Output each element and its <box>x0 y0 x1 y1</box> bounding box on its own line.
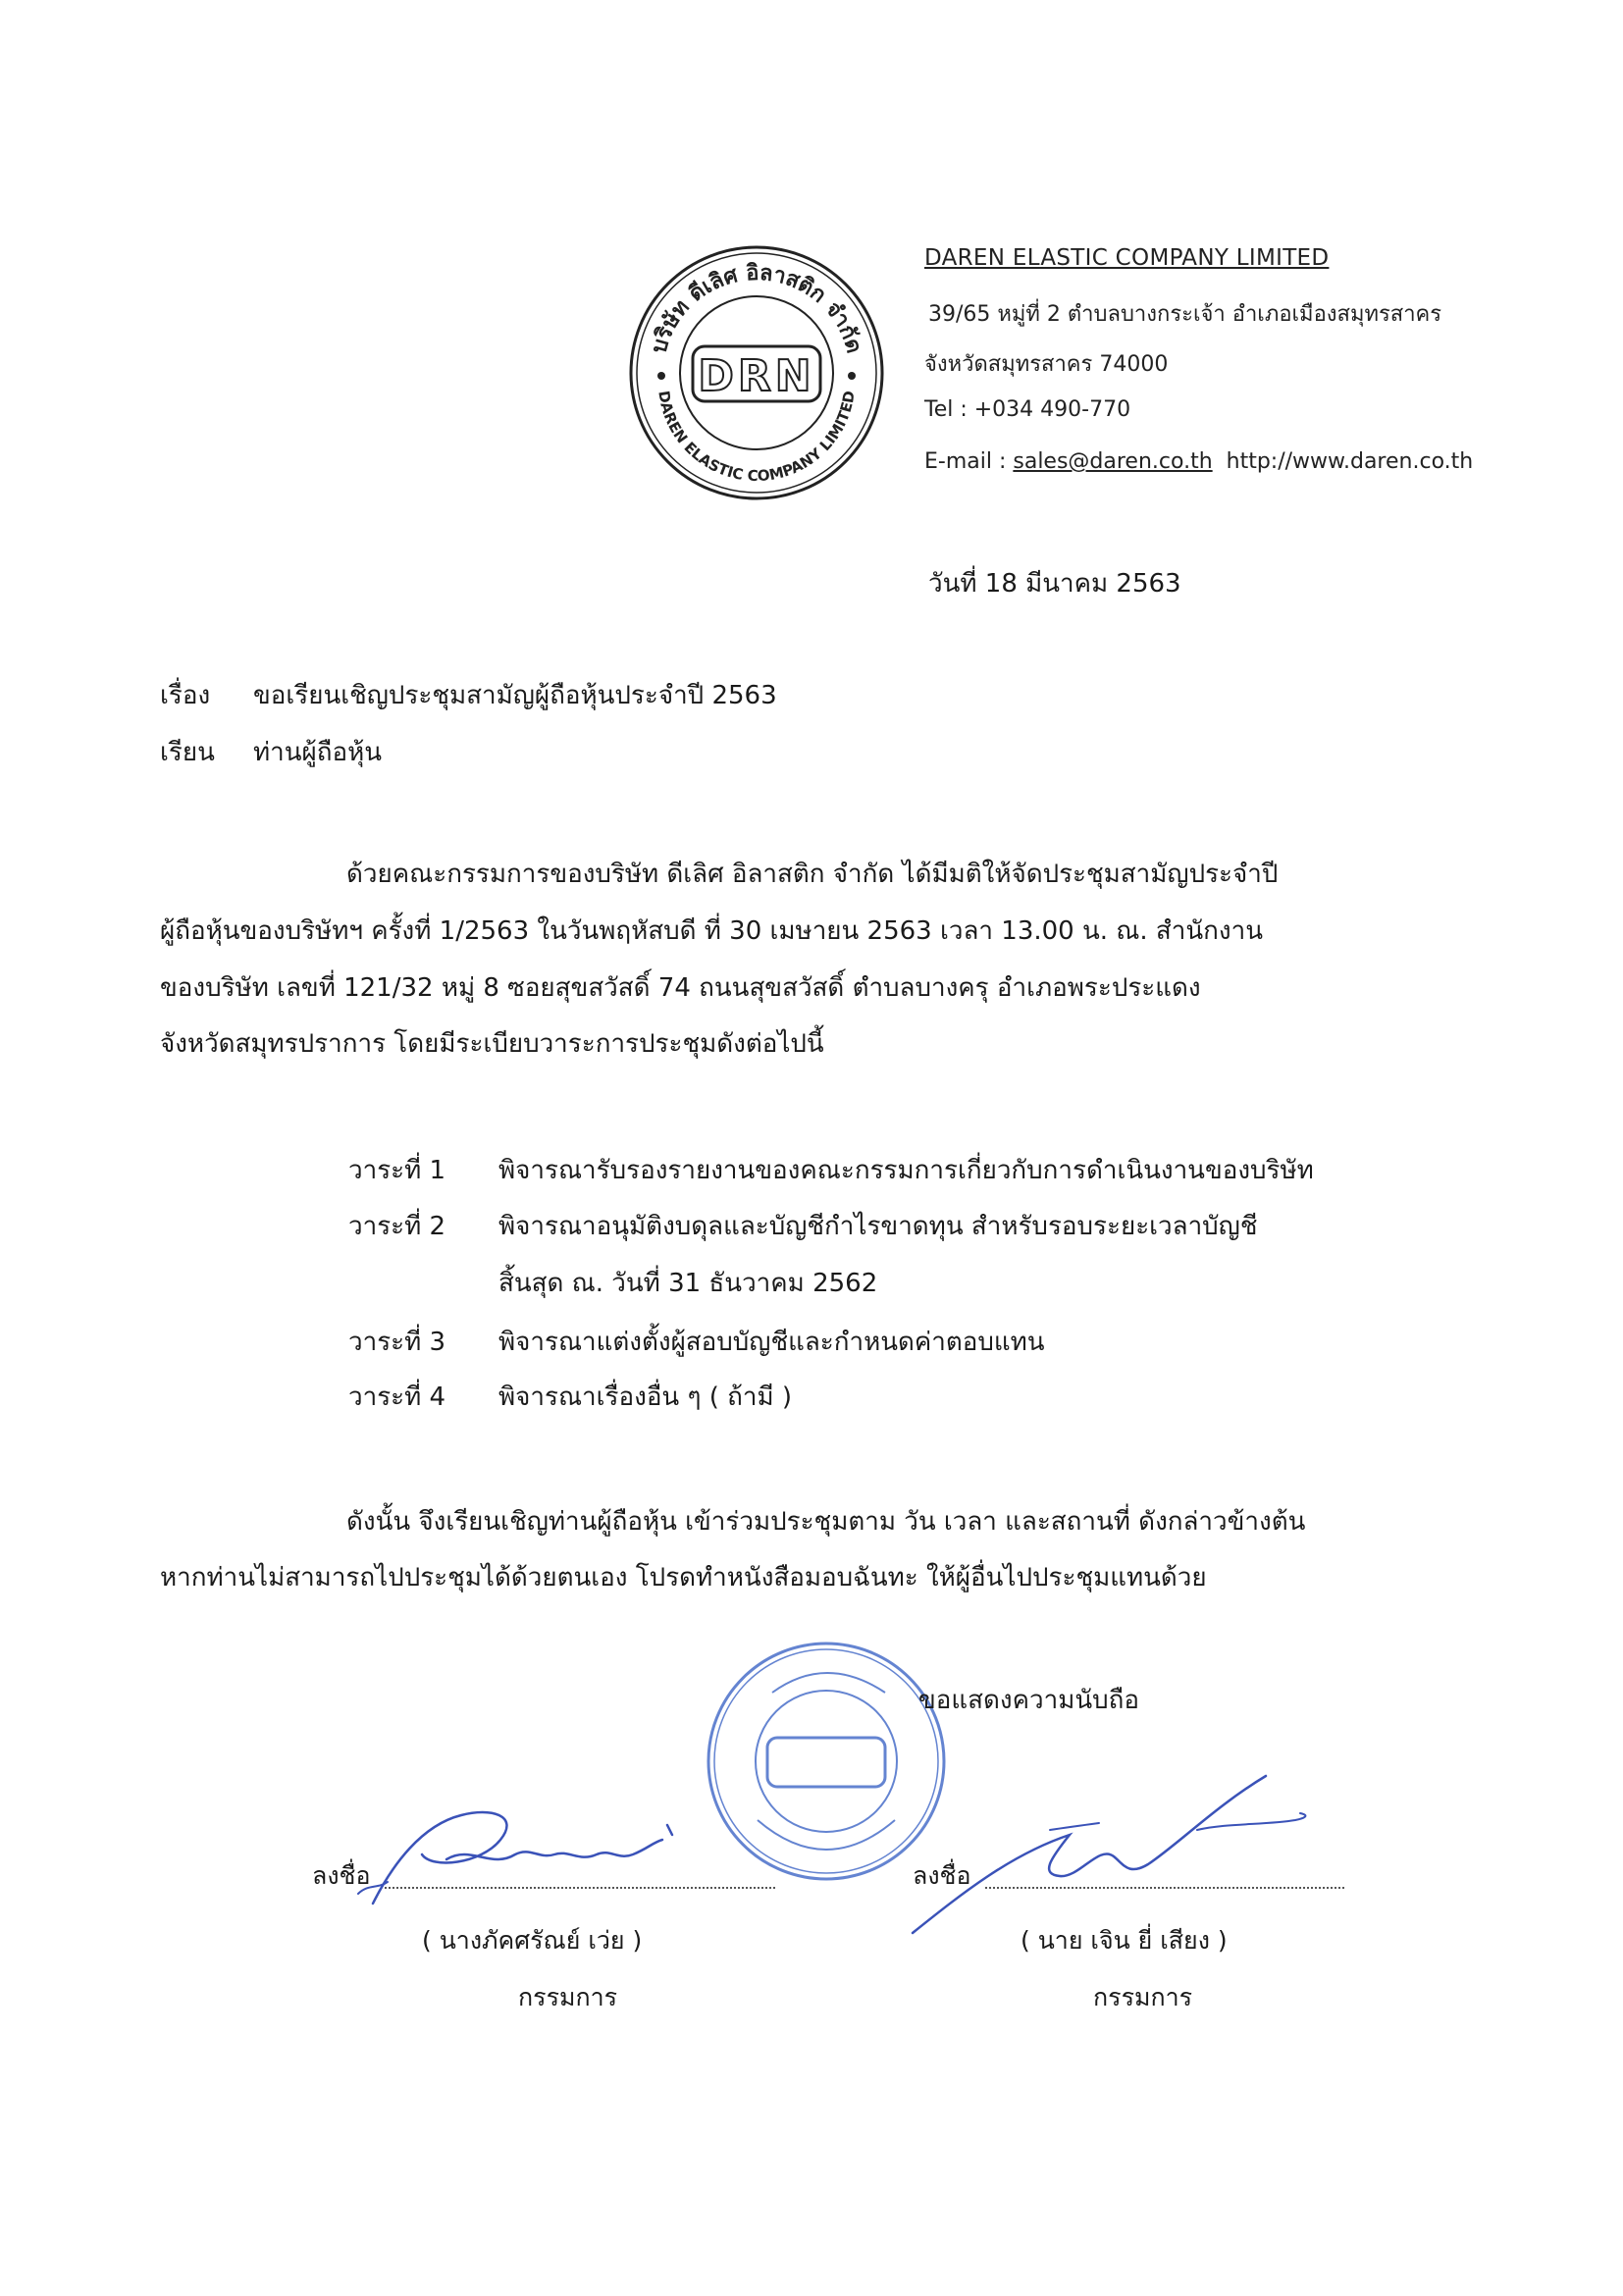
address-line-1: 39/65 หมู่ที่ 2 ตำบลบางกระเจ้า อำเภอเมืองสมุทรสาคร <box>928 302 1442 327</box>
intro-line: ด้วยคณะกรรมการของบริษัท ดีเลิศ อิลาสติก จำกัด ได้มีมติให้จัดประชุมสามัญประจำปี <box>346 860 1279 889</box>
company-name: DAREN ELASTIC COMPANY LIMITED <box>924 245 1330 271</box>
agenda-text-2: พิจารณาอนุมัติงบดุลและบัญชีกำไรขาดทุน สำหรับรอบระยะเวลาบัญชี <box>498 1212 1258 1241</box>
recipient-text: ท่านผู้ถือหุ้น <box>253 738 383 767</box>
intro-line: ผู้ถือหุ้นของบริษัทฯ ครั้งที่ 1/2563 ในวันพฤหัสบดี ที่ 30 เมษายน 2563 เวลา 13.00 น. ณ. สำนักงาน <box>160 916 1263 946</box>
subject-label: เรื่อง <box>160 681 211 710</box>
signer-name-2: ( นาย เจิน ยี่ เสียง ) <box>1021 1926 1228 1955</box>
closing-line: หากท่านไม่สามารถไปประชุมได้ด้วยตนเอง โปรดทำหนังสือมอบฉันทะ ให้ผู้อื่นไปประชุมแทนด้วย <box>160 1563 1207 1592</box>
contact-line <box>924 449 1473 474</box>
agenda-text-4: พิจารณาเรื่องอื่น ๆ ( ถ้ามี ) <box>498 1383 792 1412</box>
agenda-label-1: วาระที่ 1 <box>348 1156 446 1185</box>
signer-name-1: ( นางภัคศรัณย์ เว่ย ) <box>422 1926 643 1955</box>
signer-title-2: กรรมการ <box>1093 1983 1193 2011</box>
subject-text: ขอเรียนเชิญประชุมสามัญผู้ถือหุ้นประจำปี 2563 <box>253 681 777 710</box>
agenda-label-2: วาระที่ 2 <box>348 1212 446 1241</box>
website-link[interactable]: http://www.daren.co.th <box>1226 449 1474 474</box>
svg-text:DAREN ELASTIC COMPANY LIMITED <box>654 390 858 485</box>
agenda-text-1: พิจารณารับรองรายงานของคณะกรรมการเกี่ยวกับการดำเนินงานของบริษัท <box>498 1156 1314 1185</box>
telephone: Tel : +034 490-770 <box>924 397 1131 422</box>
signature-2 <box>903 1766 1335 1943</box>
agenda-label-4: วาระที่ 4 <box>348 1383 446 1412</box>
seal-ring-bottom-text: DAREN ELASTIC COMPANY LIMITED <box>654 389 859 486</box>
address-line-2: จังหวัดสมุทรสาคร 74000 <box>924 352 1169 377</box>
intro-line: ของบริษัท เลขที่ 121/32 หมู่ 8 ซอยสุขสวัสดิ์ 74 ถนนสุขสวัสดิ์ ตำบลบางครุ อำเภอพระประแดง <box>160 973 1201 1003</box>
recipient-label: เรียน <box>160 738 215 767</box>
signature-1 <box>353 1786 707 1913</box>
agenda-label-3: วาระที่ 3 <box>348 1328 446 1357</box>
sign-label-1: ลงชื่อ <box>312 1861 371 1890</box>
email-link[interactable]: sales@daren.co.th <box>1013 449 1213 474</box>
seal-logo-text: DRN <box>698 351 815 401</box>
agenda-text-2-cont: สิ้นสุด ณ. วันที่ 31 ธันวาคม 2562 <box>498 1269 878 1298</box>
regards: ขอแสดงความนับถือ <box>918 1686 1139 1715</box>
sign-label-2: ลงชื่อ <box>913 1861 971 1890</box>
letter-date: วันที่ 18 มีนาคม 2563 <box>928 569 1181 599</box>
intro-line: จังหวัดสมุทรปราการ โดยมีระเบียบวาระการประชุมดังต่อไปนี้ <box>160 1029 824 1059</box>
signer-title-1: กรรมการ <box>518 1983 618 2011</box>
email-label: E-mail : <box>924 449 1014 474</box>
agenda-text-3: พิจารณาแต่งตั้งผู้สอบบัญชีและกำหนดค่าตอบแทน <box>498 1328 1045 1357</box>
closing-line: ดังนั้น จึงเรียนเชิญท่านผู้ถือหุ้น เข้าร่วมประชุมตาม วัน เวลา และสถานที่ ดังกล่าวข้างต้น <box>346 1507 1306 1537</box>
seal-ring-top-text: บริษัท ดีเลิศ อิลาสติก จำกัด <box>647 260 866 356</box>
company-seal <box>624 240 889 505</box>
